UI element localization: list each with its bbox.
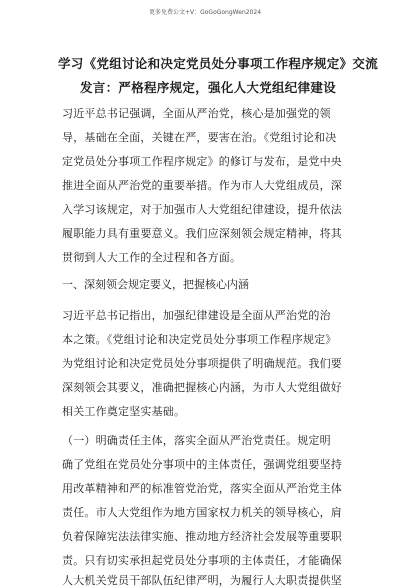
paragraph-1-line: 履职能力具有重要意义。我们应深刻领会规定精神，将其	[62, 227, 342, 240]
paragraph-3-line: 确了党组在党员处分事项中的主体责任，强调党组要坚持	[62, 458, 342, 471]
paragraph-1-line: 入学习该规定，对于加强市人大党组纪律建设，提升依法	[62, 203, 342, 216]
section-heading: 一、深刻领会规定要义，把握核心内涵	[62, 278, 249, 291]
paragraph-2-line: 为党组讨论和决定党员处分事项提供了明确规范。我们要	[62, 357, 342, 370]
paragraph-1-line: 习近平总书记强调，全面从严治党，核心是加强党的领	[62, 107, 331, 120]
title-line-2: 发言：严格程序规定，强化人大党组纪律建设	[80, 80, 337, 95]
paragraph-2-line: 习近平总书记指出，加强纪律建设是全面从严治党的治	[62, 309, 331, 322]
paragraph-1-line: 定党员处分事项工作程序规定》的修订与发布，是党中央	[62, 155, 342, 168]
title-line-1: 学习《党组讨论和决定党员处分事项工作程序规定》交流	[58, 56, 379, 71]
paragraph-1-line: 导，基础在全面，关键在严，要害在治。《党组讨论和决	[62, 131, 337, 144]
paragraph-2-line: 深刻领会其要义，准确把握核心内涵，为市人大党组做好	[62, 381, 342, 394]
paragraph-2-line: 相关工作奠定坚实基础。	[62, 405, 186, 418]
paragraph-3-line: 责任。市人大党组作为地方国家权力机关的领导核心，肩	[62, 506, 342, 519]
paragraph-3-line: 负着保障宪法法律实施、推动地方经济社会发展等重要职	[62, 530, 342, 543]
paragraph-3-line: 人大机关党员干部队伍纪律严明，为履行人大职责提供坚	[62, 574, 342, 587]
paragraph-3-line: 用改革精神和严的标准管党治党，落实全面从严治党主体	[62, 482, 342, 495]
paragraph-3-line: 责。只有切实承担起党员处分事项的主体责任，才能确保	[62, 554, 342, 567]
paragraph-1-line: 推进全面从严治党的重要举措。作为市人大党组成员，深	[62, 179, 342, 192]
paragraph-2-line: 本之策。《党组讨论和决定党员处分事项工作程序规定》	[62, 333, 337, 346]
paragraph-1-line: 贯彻到人大工作的全过程和各方面。	[62, 251, 242, 264]
paragraph-3-line: （一）明确责任主体，落实全面从严治党责任。规定明	[62, 434, 331, 447]
header-note: 更多免费公文+V：GoGoGongWen2024	[148, 9, 262, 16]
